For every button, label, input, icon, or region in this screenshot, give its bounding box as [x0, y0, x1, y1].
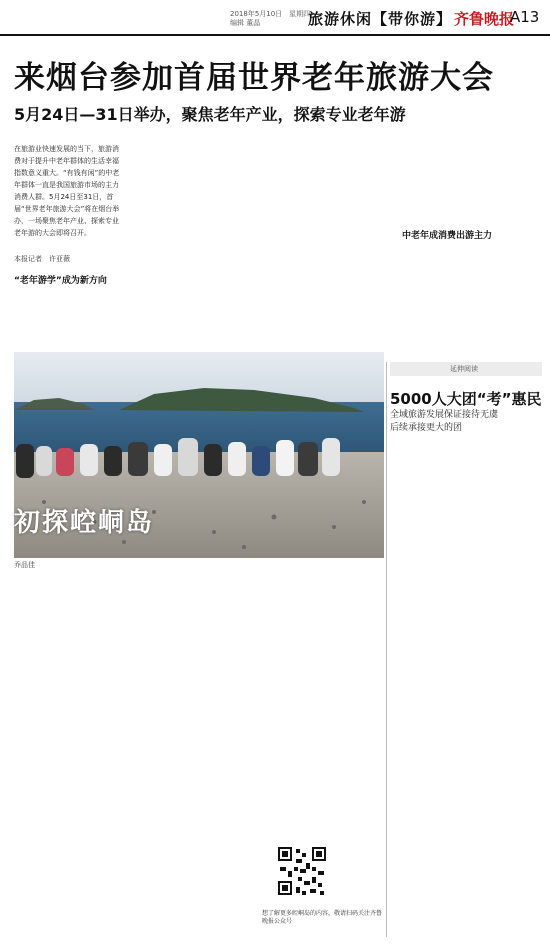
header-editor: 编辑 董晶 [230, 19, 261, 27]
page-number: A13 [510, 8, 540, 26]
article-subhead: 5月24日—31日举办，聚焦老年产业，探索专业老年游 [14, 105, 406, 124]
photo-caption: 初探崆峒岛 [14, 508, 155, 538]
qr-code [276, 845, 328, 897]
section-subtitle-1: “老年游学”成为新方向 [14, 276, 107, 286]
newspaper-logo: 齐鲁晚报 [454, 10, 515, 28]
header-rule [0, 34, 550, 36]
page-header [0, 0, 550, 38]
article-lead: 在旅游业快速发展的当下，旅游消费对于提升中老年群体的生活幸福指数意义重大。“有钱有闲”的中老年群体一直是我国旅游市场的主力消费人群。5月24日至31日，首届“世界老年旅游大会”将在烟台举办，一场聚焦老年产业、探索专业老年游的大会即将召开。 [14, 145, 120, 237]
qr-caption: 想了解更多崆峒岛的内容，敬请扫码关注齐鲁晚报公众号 [262, 910, 383, 925]
article-byline: 本报记者 许亚薇 [14, 255, 70, 263]
header-meta [230, 10, 310, 28]
photo-credit: 乔品佳 [14, 561, 35, 569]
header-date: 2018年5月10日 星期四 [230, 10, 311, 18]
section-title: 旅游休闲【带你游】 [308, 10, 453, 28]
sidebar-label-bar [390, 362, 542, 376]
sidebar-subtitle-line1: 全域旅游发展保证接待无虞 [390, 410, 499, 420]
article-headline: 来烟台参加首届世界老年旅游大会 [14, 60, 494, 96]
sidebar-label: 延伸阅读 [450, 365, 478, 373]
section-subtitle-2: 中老年成消费出游主力 [402, 231, 493, 241]
column-divider [386, 362, 387, 937]
sidebar-subtitle [390, 409, 540, 435]
sidebar-title: 5000人大团“考”惠民 [390, 390, 542, 408]
sidebar-subtitle-line2: 后续承接更大的团 [390, 423, 463, 433]
